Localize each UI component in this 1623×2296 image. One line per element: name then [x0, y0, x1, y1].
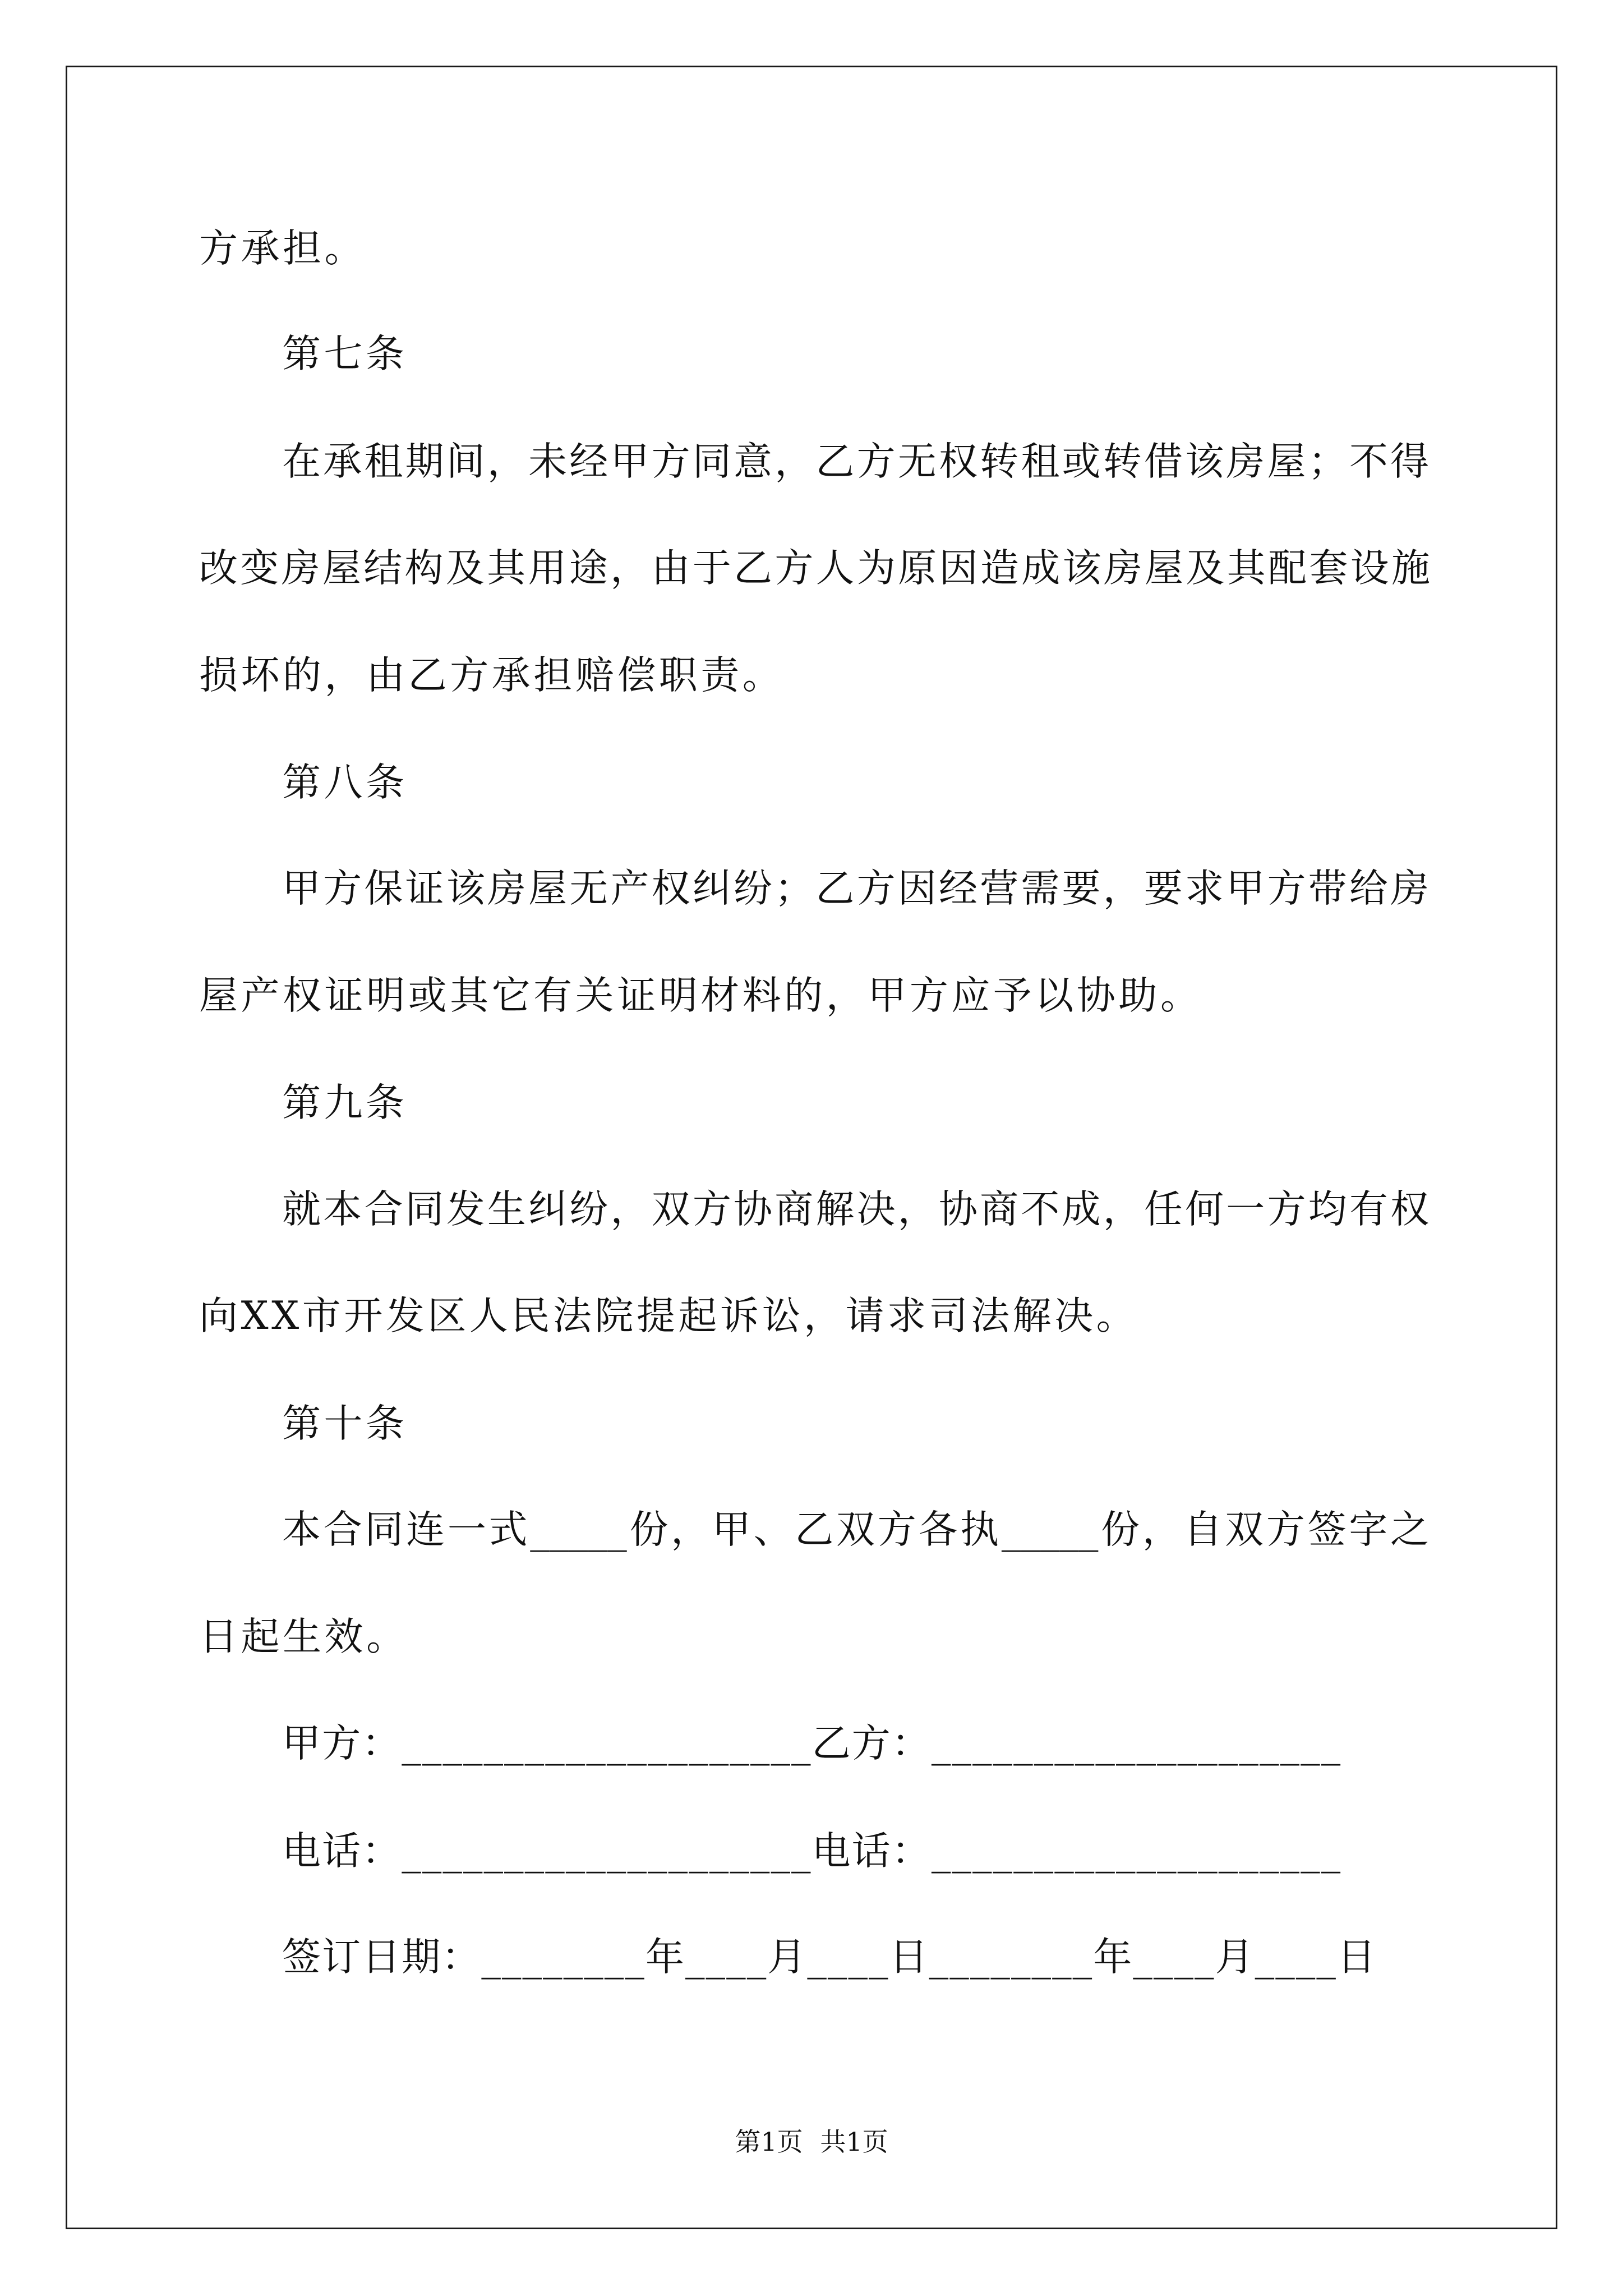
text-line: 改变房屋结构及其用途，由于乙方人为原因造成该房屋及其配套设施	[199, 546, 1430, 591]
article-heading: 第七条	[282, 332, 408, 376]
article-heading: 第八条	[282, 760, 408, 805]
text-line: 在承租期间，未经甲方同意，乙方无权转租或转借该房屋；不得	[282, 439, 1429, 484]
page-border	[66, 66, 1557, 2229]
text-line: 方承担。	[199, 226, 367, 271]
page-footer	[0, 2125, 1623, 2159]
text-line: 甲方保证该房屋无产权纠纷；乙方因经营需要，要求甲方带给房	[282, 866, 1429, 911]
text-line: 就本合同发生纠纷，双方协商解决，协商不成，任何一方均有权	[282, 1187, 1429, 1232]
phone-line: 电话：____________________电话：____________________	[282, 1829, 1342, 1874]
article-heading: 第九条	[282, 1080, 408, 1125]
text-line: 向XX市开发区人民法院提起诉讼，请求司法解决。	[199, 1294, 1138, 1338]
text-line: 屋产权证明或其它有关证明材料的，甲方应予以协助。	[199, 973, 1202, 1018]
page-number: 第1页	[735, 2127, 803, 2157]
text-line: 损坏的，由乙方承担赔偿职责。	[199, 653, 785, 698]
party-signature-line: 甲方：____________________乙方：____________________	[282, 1721, 1342, 1766]
text-line: 本合同连一式_____份，甲、乙双方各执_____份，自双方签字之	[282, 1507, 1429, 1552]
article-heading: 第十条	[282, 1401, 408, 1446]
text-line: 日起生效。	[199, 1614, 408, 1659]
page-total: 共1页	[820, 2127, 888, 2157]
signing-date-line: 签订日期：________年____月____日________年____月____日	[282, 1935, 1377, 1980]
